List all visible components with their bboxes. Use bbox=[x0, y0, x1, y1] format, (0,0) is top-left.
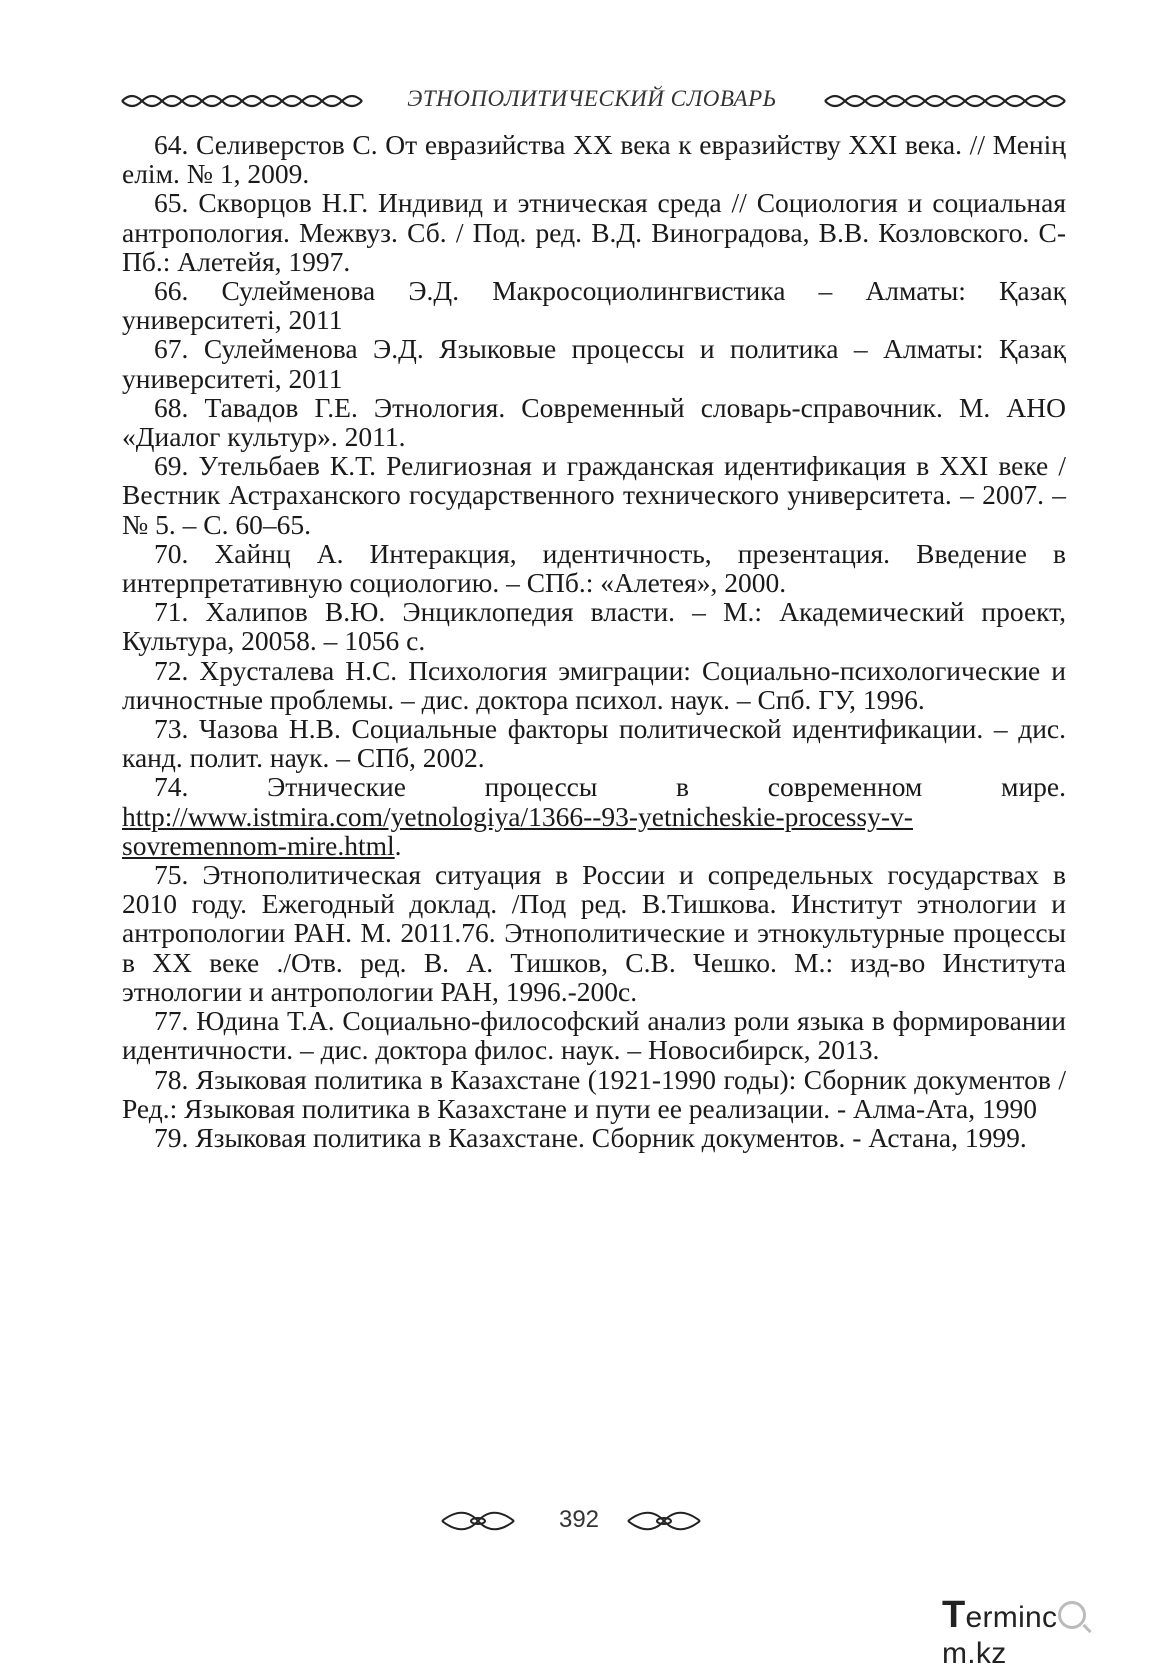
bibliography-entry: 64. Селиверстов С. От евразийства XX века к евразийству XXI века. // Менің елім. № 1, 2009. bbox=[122, 129, 1066, 190]
swirl-ornament-icon bbox=[624, 1510, 704, 1532]
entry-74-text: 74. Этнические процессы в современном мире. bbox=[154, 771, 1066, 803]
magnifier-icon bbox=[1058, 1601, 1086, 1629]
bibliography-entry-74 bbox=[122, 772, 1066, 860]
bibliography-entry: 65. Скворцов Н.Г. Индивид и этническая среда // Социология и социальная антропология. Межвуз. Сб. / Под. ред. В.Д. Виноградова, В.В. Козловского. С-Пб.: Алетейя, 1997. bbox=[122, 187, 1066, 277]
kazakh-ornament-band-icon bbox=[821, 90, 1066, 112]
bibliography-entry: 77. Юдина Т.А. Социально-философский анализ роли языка в формировании идентичности. – дис. доктора филос. наук. – Новосибирск, 2013. bbox=[122, 1005, 1066, 1066]
istmira-link[interactable]: http://www.istmira.com/yetnologiya/1366--93-yetnicheskie-processy-v-sovremennom-mire.html bbox=[122, 800, 913, 861]
bibliography-entry: 66. Сулейменова Э.Д. Макросоциолингвистика – Алматы: Қазақ университеті, 2011 bbox=[122, 275, 1066, 336]
header-title: ЭТНОПОЛИТИЧЕСКИЙ СЛОВАРЬ bbox=[407, 86, 777, 111]
running-header bbox=[118, 86, 1066, 116]
entry-74-suffix: . bbox=[394, 829, 402, 861]
page-number: 392 bbox=[558, 1506, 600, 1533]
bibliography-entry: 68. Тавадов Г.Е. Этнология. Современный словарь-справочник. М. АНО «Диалог культур». 2011. bbox=[122, 391, 1066, 453]
bibliography-entry: 67. Сулейменова Э.Д. Языковые процессы и политика – Алматы: Қазақ университеті, 2011 bbox=[122, 333, 1066, 394]
bibliography-entry: 72. Хрусталева Н.С. Психология эмиграции: Социально-психологические и личностные проблемы. – дис. доктора психол. наук. – Спб. ГУ, 1996. bbox=[122, 654, 1066, 715]
bibliography-entry: 70. Хайнц А. Интеракция, идентичность, презентация. Введение в интерпретативную социологию. – СПб.: «Алетея», 2000. bbox=[122, 537, 1066, 599]
bibliography-entry: 73. Чазова Н.В. Социальные факторы политической идентификации. – дис. канд. полит. наук. – СПб, 2002. bbox=[122, 713, 1066, 774]
bibliography-entry: 79. Языковая политика в Казахстане. Сборник документов. - Астана, 1999. bbox=[154, 1121, 1027, 1153]
bibliography-list bbox=[122, 130, 1066, 1152]
termincom-watermark: Termincm.kz bbox=[942, 1594, 1147, 1630]
bibliography-entry: 71. Халипов В.Ю. Энциклопедия власти. – М.: Академический проект, Культура, 20058. – 1056 с. bbox=[122, 596, 1066, 657]
bibliography-entry: 78. Языковая политика в Казахстане (1921-1990 годы): Сборник документов / Ред.: Языковая политика в Казахстане и пути ее реализации. - Алма-Ата, 1990 bbox=[122, 1063, 1066, 1124]
bibliography-entry: 75. Этнополитическая ситуация в России и сопредельных государствах в 2010 году. Ежегодный доклад. /Под ред. В.Тишкова. Институт этнологии и антропологии РАН. М. 2011.76. Этнополитические и этнокультурные процессы в XX веке ./Отв. ред. В. А. Тишков, С.В. Чешко. М.: изд-во Института этнологии и антропологии РАН, 1996.-200с. bbox=[122, 859, 1066, 1007]
bibliography-entry: 69. Утельбаев К.Т. Религиозная и гражданская идентификация в XXI веке / Вестник Астраханского государственного технического университета. – 2007. – № 5. – С. 60–65. bbox=[122, 450, 1066, 540]
page-footer bbox=[0, 1506, 1158, 1536]
